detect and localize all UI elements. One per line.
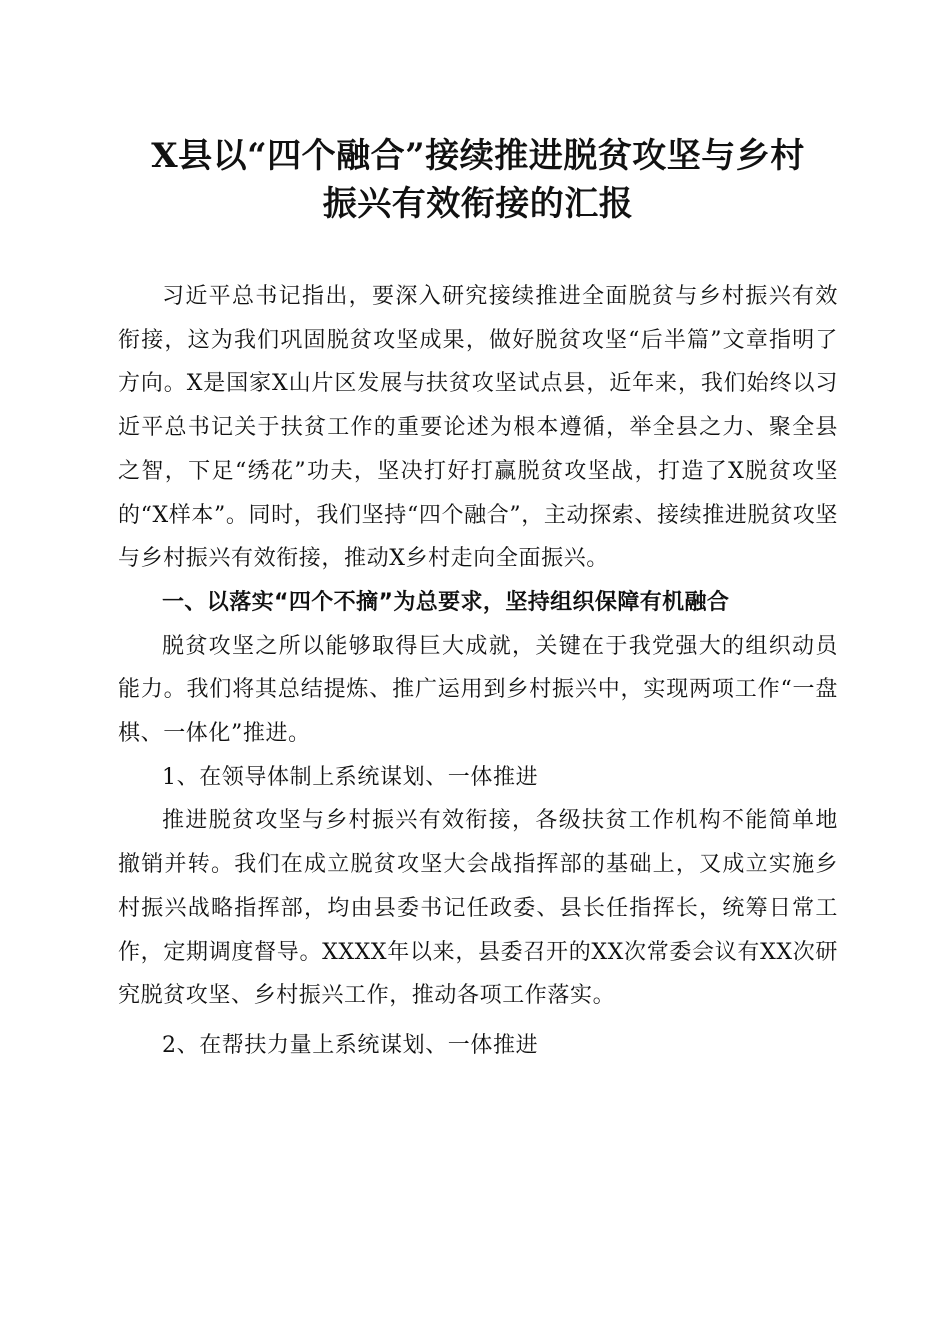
document-page (118, 132, 838, 1068)
subsection-1-paragraph: 推进脱贫攻坚与乡村振兴有效衔接，各级扶贫工作机构不能简单地撤销并转。我们在成立脱贫攻坚大会战指挥部的基础上，又成立实施乡村振兴战略指挥部，均由县委书记任政委、县长任指挥长，统筹日常工作，定期调度督导。XXXX年以来，县委召开的XX次常委会议有XX次研究脱贫攻坚、乡村振兴工作，推动各项工作落实。 (118, 808, 838, 1009)
subsection-1-heading: 1、在领导体制上系统谋划、一体推进 (162, 764, 539, 790)
document-title-line-1: X县以“四个融合”接续推进脱贫攻坚与乡村 (151, 136, 805, 176)
intro-paragraph: 习近平总书记指出，要深入研究接续推进全面脱贫与乡村振兴有效衔接，这为我们巩固脱贫攻坚成果，做好脱贫攻坚“后半篇”文章指明了方向。X是国家X山片区发展与扶贫攻坚试点县，近年来，我们始终以习近平总书记关于扶贫工作的重要论述为根本遵循，举全县之力、聚全县之智，下足“绣花”功夫，坚决打好打赢脱贫攻坚战，打造了X脱贫攻坚的“X样本”。同时，我们坚持“四个融合”，主动探索、接续推进脱贫攻坚与乡村振兴有效衔接，推动X乡村走向全面振兴。 (118, 284, 838, 572)
document-title-line-2: 振兴有效衔接的汇报 (322, 184, 634, 224)
section-1-paragraph: 脱贫攻坚之所以能够取得巨大成就，关键在于我党强大的组织动员能力。我们将其总结提炼、推广运用到乡村振兴中，实现两项工作“一盘棋、一体化”推进。 (118, 633, 838, 747)
section-1-heading: 一、以落实“四个不摘”为总要求，坚持组织保障有机融合 (162, 589, 730, 615)
subsection-2-heading: 2、在帮扶力量上系统谋划、一体推进 (162, 1032, 539, 1058)
document-body (118, 275, 838, 1068)
document-title (118, 132, 838, 228)
